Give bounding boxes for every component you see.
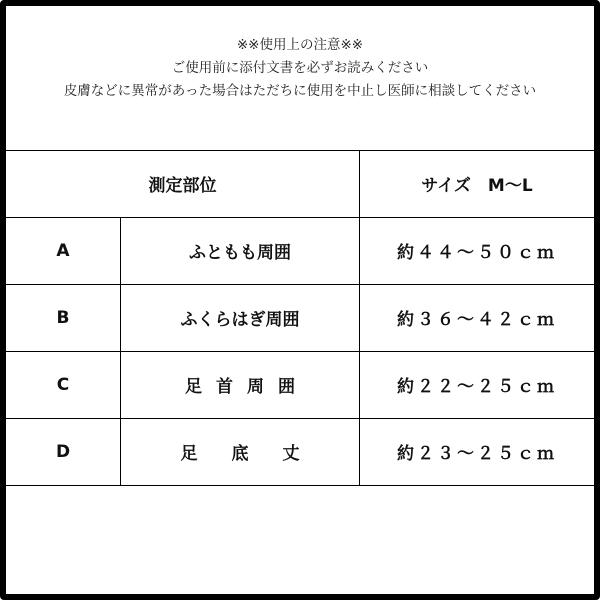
caution-line-1: ご使用前に添付文書を必ずお読みください	[171, 60, 429, 76]
row-c-part: 足首周囲	[185, 377, 309, 397]
table-bottom-border	[6, 485, 594, 486]
row-d-part: 足底丈	[180, 444, 334, 464]
row-a-size: 約４４〜５０ｃｍ	[397, 243, 557, 263]
row-d-size: 約２３〜２５ｃｍ	[397, 444, 557, 464]
row-b-size: 約３６〜４２ｃｍ	[397, 310, 557, 330]
caution-title: ※※使用上の注意※※	[236, 37, 364, 53]
row-c-key: C	[56, 374, 70, 395]
header-measurement-part: 測定部位	[148, 176, 217, 196]
row-b-part: ふくらはぎ周囲	[180, 310, 300, 330]
caution-line-2: 皮膚などに異常があった場合はただちに使用を中止し医師に相談してください	[63, 83, 537, 99]
row-b-key: B	[56, 307, 70, 328]
caution-notice	[6, 34, 594, 103]
row-a-key: A	[56, 240, 70, 261]
row-c-size: 約２２〜２５ｃｍ	[397, 377, 557, 397]
row-a-part: ふともも周囲	[189, 243, 291, 263]
row-d-key: D	[55, 441, 71, 462]
header-size: サイズ M〜L	[421, 176, 533, 196]
